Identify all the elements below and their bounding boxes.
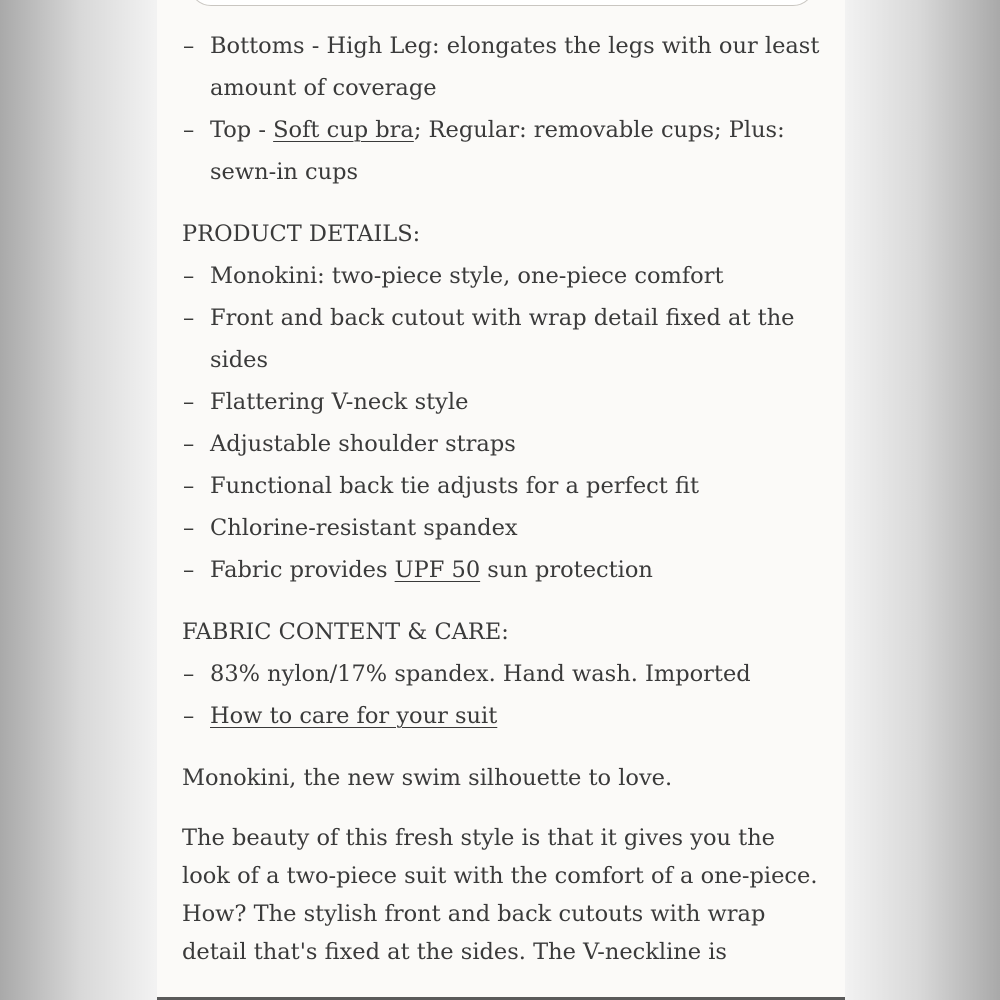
dash-bullet: – — [183, 117, 195, 143]
dash-bullet: – — [183, 431, 195, 457]
list-item-suffix: sun protection — [480, 557, 653, 583]
product-details-list — [182, 255, 827, 591]
list-item — [182, 695, 827, 737]
list-item-text: Adjustable shoulder straps — [210, 431, 516, 457]
dash-bullet: – — [183, 557, 195, 583]
list-item — [182, 653, 827, 695]
tagline: Monokini, the new swim silhouette to love. — [182, 765, 673, 791]
list-item-suffix: ; Regular: removable cups; Plus: sewn-in cups — [210, 117, 785, 185]
list-item-prefix: Top - — [210, 117, 274, 143]
list-item — [182, 297, 827, 381]
list-item-text: Flattering V-neck style — [210, 389, 469, 415]
fabric-care-list — [182, 653, 827, 737]
dash-bullet: – — [183, 389, 195, 415]
dash-bullet: – — [183, 703, 195, 729]
dash-bullet: – — [183, 515, 195, 541]
description-paragraph: The beauty of this fresh style is that it gives you the look of a two-piece suit with the comfort of a one-piece. How? The stylish front and back cutouts with wrap detail that's fixed at the sides. The V-neckline is — [182, 825, 818, 965]
list-item-text: Bottoms - High Leg: elongates the legs with our least amount of coverage — [210, 33, 820, 101]
list-item — [182, 255, 827, 297]
list-item — [182, 25, 827, 109]
list-item-text: 83% nylon/17% spandex. Hand wash. Imported — [210, 661, 751, 687]
care-guide-link[interactable]: How to care for your suit — [210, 703, 498, 729]
upf-50-link[interactable]: UPF 50 — [394, 557, 481, 583]
list-item-text: Chlorine-resistant spandex — [210, 515, 518, 541]
dash-bullet: – — [183, 661, 195, 687]
list-item-prefix: Fabric provides — [210, 557, 395, 583]
list-item — [182, 549, 827, 591]
dash-bullet: – — [183, 473, 195, 499]
list-item — [182, 507, 827, 549]
dash-bullet: – — [183, 305, 195, 331]
dash-bullet: – — [183, 263, 195, 289]
fabric-care-heading: FABRIC CONTENT & CARE: — [182, 619, 509, 645]
search-input[interactable] — [189, 0, 815, 6]
soft-cup-bra-link[interactable]: Soft cup bra — [273, 117, 414, 143]
list-item — [182, 381, 827, 423]
product-description — [182, 25, 827, 971]
list-item — [182, 423, 827, 465]
list-item-text: Functional back tie adjusts for a perfect fit — [210, 473, 700, 499]
list-item-text: Front and back cutout with wrap detail fixed at the sides — [210, 305, 795, 373]
dash-bullet: – — [183, 33, 195, 59]
fit-list — [182, 25, 827, 193]
product-details-heading: PRODUCT DETAILS: — [182, 221, 421, 247]
list-item-text: Monokini: two-piece style, one-piece comfort — [210, 263, 724, 289]
list-item — [182, 109, 827, 193]
product-page — [157, 0, 845, 1000]
list-item — [182, 465, 827, 507]
